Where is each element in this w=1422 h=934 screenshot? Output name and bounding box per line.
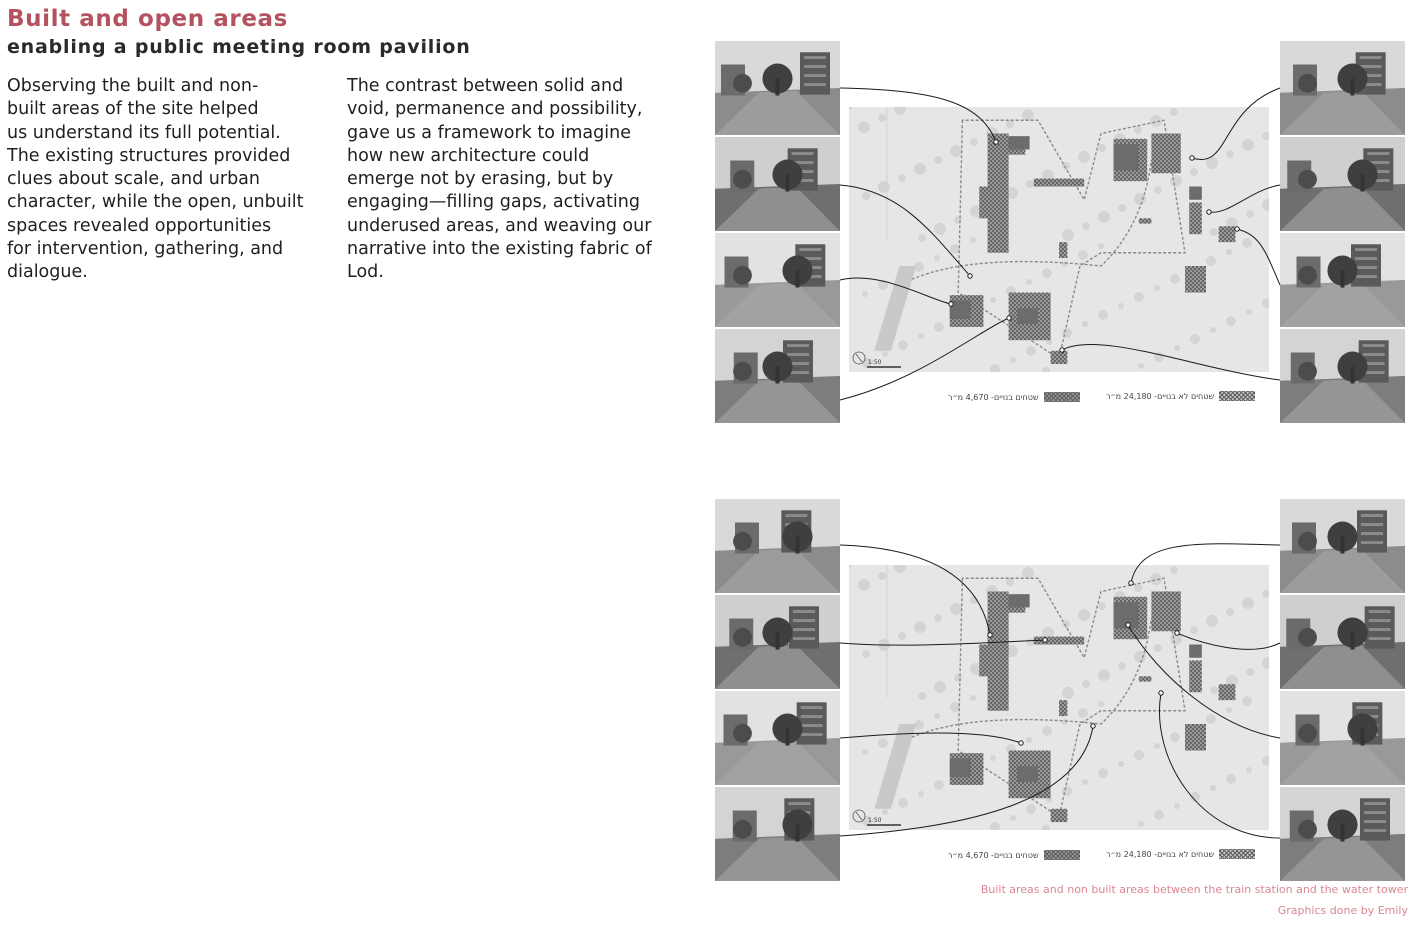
legend-open-areas: [1106, 391, 1255, 401]
site-photo-right-2: [1280, 137, 1405, 231]
site-photo-right-4: [1280, 329, 1405, 423]
legend-built-swatch: [1044, 850, 1080, 860]
svg-text:1:50: 1:50: [868, 817, 882, 824]
page-title: Built and open areas: [7, 6, 288, 32]
legend-built-areas: [948, 392, 1080, 402]
site-photo-left-1: [715, 41, 840, 135]
site-photo-right-2: [1280, 595, 1405, 689]
site-photo-right-1: [1280, 41, 1405, 135]
site-photo-left-4: [715, 329, 840, 423]
graphics-credit: Graphics done by Emily: [1277, 904, 1408, 917]
site-photo-left-3: [715, 233, 840, 327]
site-photo-left-2: [715, 595, 840, 689]
site-panel-top: [0, 0, 1422, 440]
site-photo-left-4: [715, 787, 840, 881]
legend-open-label: שטחים לא בנויים- 24,180 מ״ר: [1106, 849, 1215, 859]
intro-paragraph-left: Observing the built and non- built areas of the site helped us understand its full potential. The existing structures provided clues about scale, and urban character, while the open, unbuilt spaces revealed opportunities for intervention, gathering, and dialogue.: [7, 76, 304, 283]
site-photo-left-1: [715, 499, 840, 593]
site-photo-left-2: [715, 137, 840, 231]
legend-open-swatch: [1219, 849, 1255, 859]
legend-open-swatch: [1219, 391, 1255, 401]
site-photo-right-3: [1280, 233, 1405, 327]
legend-open-areas: [1106, 849, 1255, 859]
site-plan-map: [849, 565, 1269, 830]
legend-open-label: שטחים לא בנויים- 24,180 מ״ר: [1106, 391, 1215, 401]
site-panel-bottom: [0, 458, 1422, 898]
legend-built-areas: [948, 850, 1080, 860]
site-plan-map: [849, 107, 1269, 372]
site-photo-right-1: [1280, 499, 1405, 593]
legend-built-swatch: [1044, 392, 1080, 402]
site-photo-right-4: [1280, 787, 1405, 881]
page-subtitle: enabling a public meeting room pavilion: [7, 36, 471, 58]
legend-built-label: שטחים בנויים- 4,670 מ״ר: [948, 392, 1039, 402]
figure-caption: Built areas and non built areas between the train station and the water tower: [980, 883, 1408, 896]
svg-text:1:50: 1:50: [868, 359, 882, 366]
site-photo-right-3: [1280, 691, 1405, 785]
legend-built-label: שטחים בנויים- 4,670 מ״ר: [948, 850, 1039, 860]
intro-paragraph-right: The contrast between solid and void, permanence and possibility, gave us a framework to imagine how new architecture could emerge not by erasing, but by engaging—filling gaps, activating underused areas, and weaving our narrative into the existing fabric of Lod.: [347, 76, 652, 283]
site-photo-left-3: [715, 691, 840, 785]
